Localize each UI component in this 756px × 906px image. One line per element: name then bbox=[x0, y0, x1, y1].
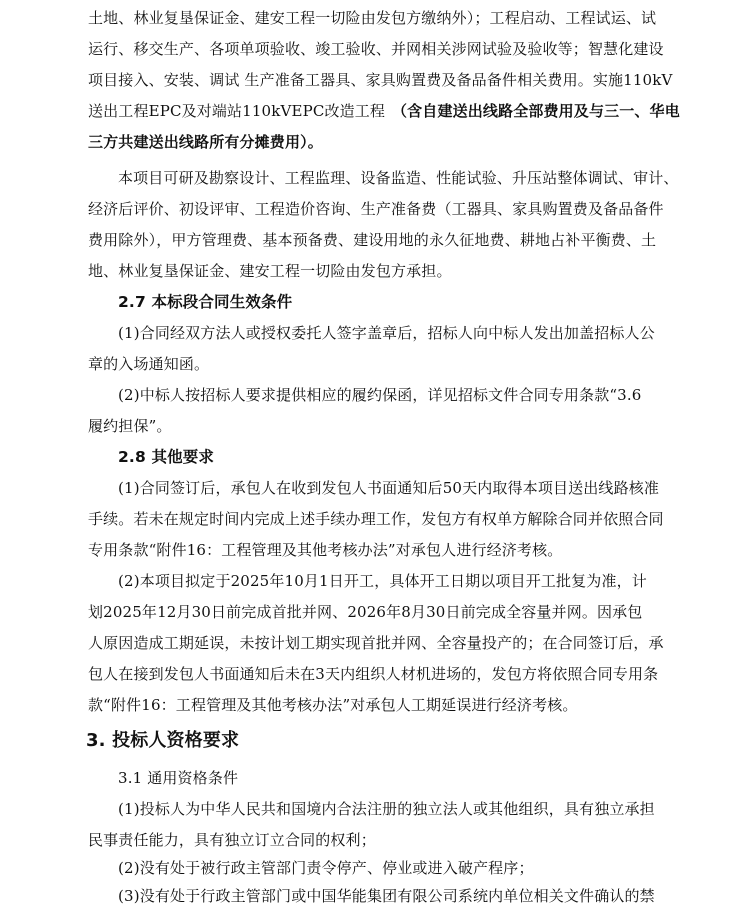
paragraph-line: 本项目可研及勘察设计、工程监理、设备监造、性能试验、升压站整体调试、审计、 bbox=[118, 169, 679, 187]
paragraph-line: (1)合同签订后，承包人在收到发包人书面通知后50天内取得本项目送出线路核准 bbox=[118, 479, 660, 497]
paragraph-line: 履约担保”。 bbox=[88, 417, 172, 435]
paragraph-line: 款“附件16：工程管理及其他考核办法”对承包人工期延误进行经济考核。 bbox=[88, 696, 578, 714]
paragraph-line: 章的入场通知函。 bbox=[88, 355, 210, 373]
paragraph-line: 地、林业复垦保证金、建安工程一切险由发包方承担。 bbox=[88, 262, 452, 280]
paragraph-line: 项目接入、安装、调试 生产准备工器具、家具购置费及备品备件相关费用。实施110kV bbox=[88, 71, 673, 89]
paragraph-line: 人原因造成工期延误，未按计划工期实现首批并网、全容量投产的；在合同签订后，承 bbox=[88, 634, 664, 652]
paragraph-line-bold: 三方共建送出线路所有分摊费用）。 bbox=[88, 133, 323, 151]
subsection-heading-3-1: 3.1 通用资格条件 bbox=[118, 769, 239, 787]
paragraph-line: (2)没有处于被行政主管部门责令停产、停业或进入破产程序； bbox=[118, 859, 534, 877]
paragraph-line: (2)中标人按招标人要求提供相应的履约保函，详见招标文件合同专用条款“3.6 bbox=[118, 386, 642, 404]
paragraph-line-bold: （含自建送出线路全部费用及与三一、华电 bbox=[392, 102, 680, 120]
section-heading-2-7: 2.7 本标段合同生效条件 bbox=[118, 293, 293, 311]
paragraph-line: 包人在接到发包人书面通知后未在3天内组织人材机进场的，发包方将依照合同专用条 bbox=[88, 665, 659, 683]
paragraph-line: 民事责任能力，具有独立订立合同的权利； bbox=[88, 831, 376, 849]
paragraph-line: 经济后评价、初设评审、工程造价咨询、生产准备费（工器具、家具购置费及备品备件 bbox=[88, 200, 664, 218]
paragraph-line: (1)投标人为中华人民共和国境内合法注册的独立法人或其他组织，具有独立承担 bbox=[118, 800, 655, 818]
section-heading-2-8: 2.8 其他要求 bbox=[118, 448, 215, 466]
paragraph-line: (3)没有处于行政主管部门或中国华能集团有限公司系统内单位相关文件确认的禁 bbox=[118, 887, 655, 905]
section-heading-3: 3. 投标人资格要求 bbox=[86, 730, 240, 751]
paragraph-line: 送出工程EPC及对端站110kVEPC改造工程 bbox=[88, 102, 386, 120]
paragraph-line: 专用条款“附件16：工程管理及其他考核办法”对承包人进行经济考核。 bbox=[88, 541, 563, 559]
paragraph-line: 手续。若未在规定时间内完成上述手续办理工作，发包方有权单方解除合同并依照合同 bbox=[88, 510, 664, 528]
paragraph-line: 土地、林业复垦保证金、建安工程一切险由发包方缴纳外）；工程启动、工程试运、试 bbox=[88, 9, 657, 27]
paragraph-line: 运行、移交生产、各项单项验收、竣工验收、并网相关涉网试验及验收等；智慧化建设 bbox=[88, 40, 664, 58]
paragraph-line: (1)合同经双方法人或授权委托人签字盖章后，招标人向中标人发出加盖招标人公 bbox=[118, 324, 655, 342]
paragraph-line: 费用除外），甲方管理费、基本预备费、建设用地的永久征地费、耕地占补平衡费、土 bbox=[88, 231, 657, 249]
paragraph-line: 划2025年12月30日前完成首批并网、2026年8月30日前完成全容量并网。因承包 bbox=[88, 603, 643, 621]
paragraph-line: (2)本项目拟定于2025年10月1日开工，具体开工日期以项目开工批复为准，计 bbox=[118, 572, 647, 590]
